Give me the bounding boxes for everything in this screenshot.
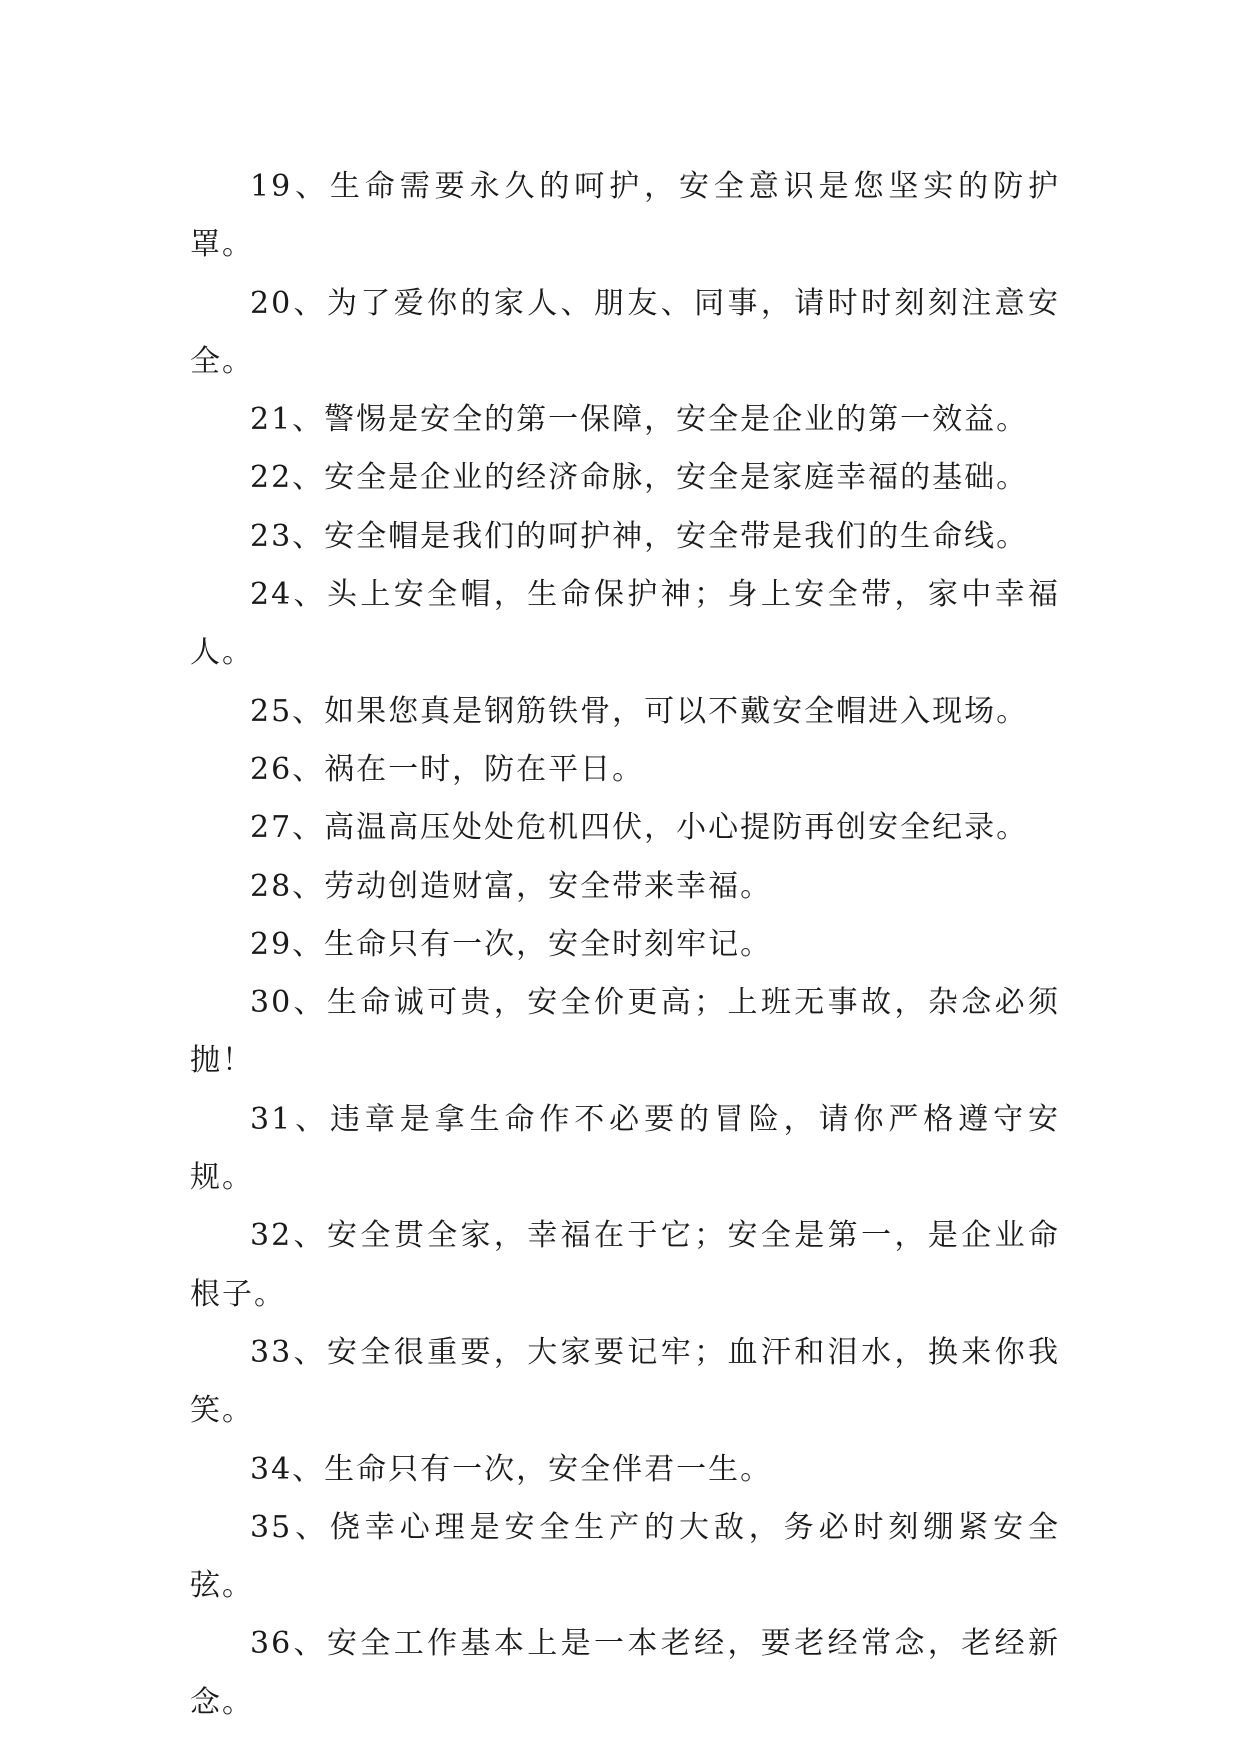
document-body — [190, 158, 1060, 1732]
paragraph: 34、生命只有一次，安全伴君一生。 — [250, 1451, 773, 1487]
paragraph: 36、安全工作基本上是一本老经，要老经常念，老经新念。 — [190, 1626, 1060, 1720]
paragraph: 27、高温高压处处危机四伏，小心提防再创安全纪录。 — [250, 810, 1029, 846]
paragraph: 29、生命只有一次，安全时刻牢记。 — [250, 926, 773, 962]
paragraph: 25、如果您真是钢筋铁骨，可以不戴安全帽进入现场。 — [250, 693, 1029, 729]
paragraph: 19、生命需要永久的呵护，安全意识是您坚实的防护罩。 — [190, 169, 1060, 263]
paragraph: 22、安全是企业的经济命脉，安全是家庭幸福的基础。 — [250, 460, 1029, 496]
paragraph: 31、违章是拿生命作不必要的冒险，请你严格遵守安规。 — [190, 1101, 1060, 1196]
paragraph: 24、头上安全帽，生命保护神；身上安全带，家中幸福人。 — [190, 577, 1060, 671]
paragraph: 35、侥幸心理是安全生产的大敌，务必时刻绷紧安全弦。 — [190, 1509, 1060, 1604]
paragraph: 20、为了爱你的家人、朋友、同事，请时时刻刻注意安全。 — [190, 285, 1060, 379]
paragraph: 28、劳动创造财富，安全带来幸福。 — [250, 868, 773, 904]
paragraph: 33、安全很重要，大家要记牢；血汗和泪水，换来你我笑。 — [190, 1334, 1060, 1429]
paragraph: 26、祸在一时，防在平日。 — [250, 751, 645, 787]
paragraph: 23、安全帽是我们的呵护神，安全带是我们的生命线。 — [250, 518, 1029, 554]
paragraph: 21、警惕是安全的第一保障，安全是企业的第一效益。 — [250, 402, 1029, 438]
paragraph: 32、安全贯全家，幸福在于它；安全是第一，是企业命根子。 — [190, 1218, 1060, 1312]
paragraph: 30、生命诚可贵，安全价更高；上班无事故，杂念必须抛！ — [190, 985, 1060, 1079]
